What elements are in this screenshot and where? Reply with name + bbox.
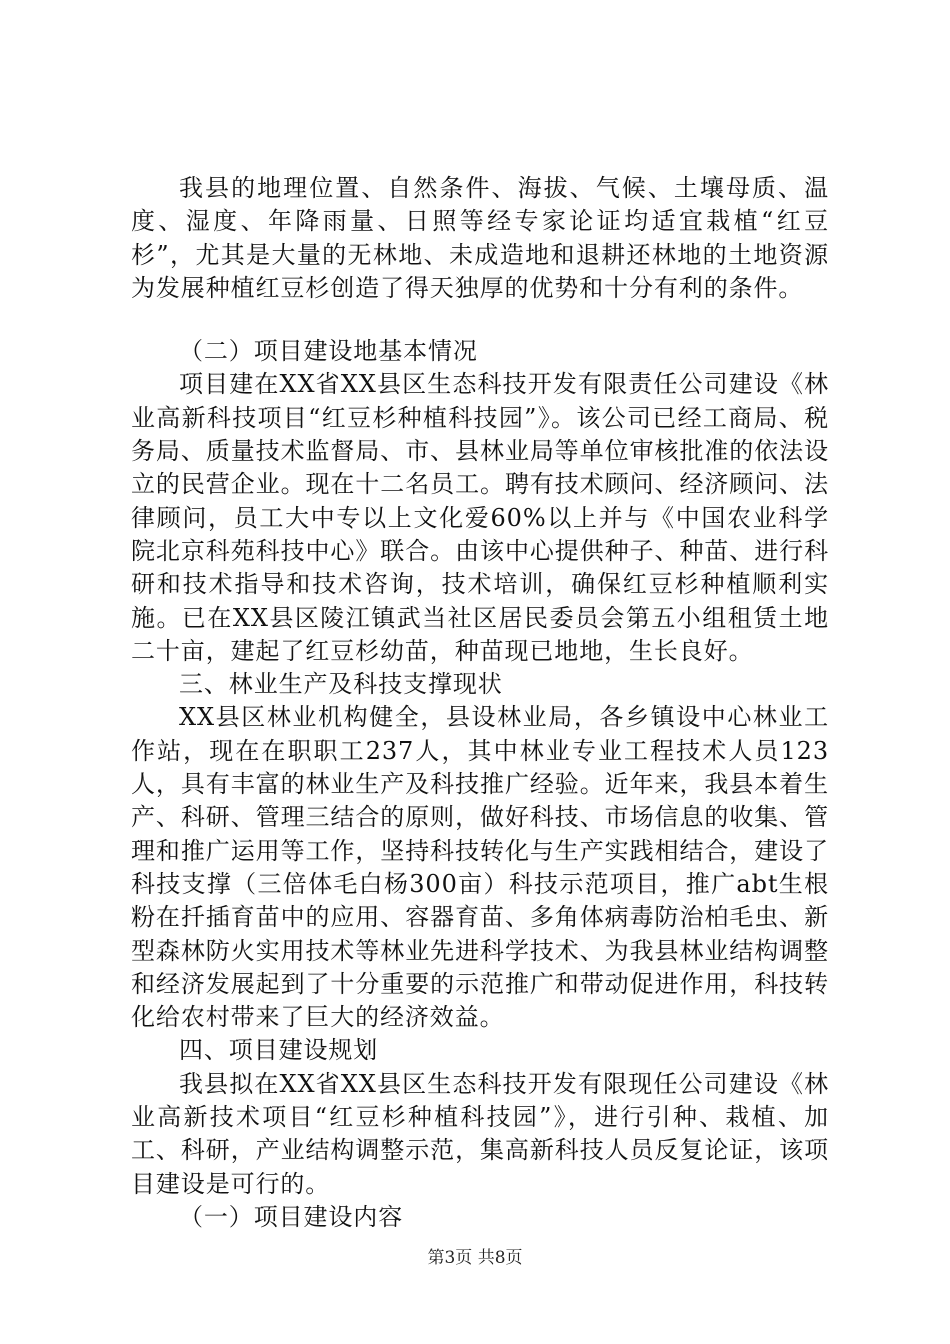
- paragraph-project-plan: 我县拟在XX省XX县区生态科技开发有限现任公司建设《林业高新技术项目“红豆杉种植科技园”》，进行引种、栽植、加工、科研，产业结构调整示范，集高新科技人员反复论证，该项目建设是可行的。: [131, 1069, 829, 1198]
- heading-project-content: （一）项目建设内容: [179, 1202, 404, 1231]
- heading-project-plan: 四、项目建设规划: [179, 1036, 379, 1065]
- paragraph-conditions: 我县的地理位置、自然条件、海拔、气候、土壤母质、温度、湿度、年降雨量、日照等经专家论证均适宜栽植“红豆杉”，尤其是大量的无林地、未成造地和退耕还林地的土地资源为发展种植红豆杉创造了得天独厚的优势和十分有利的条件。: [131, 174, 829, 302]
- document-body: [131, 172, 829, 1234]
- heading-forestry-status: 三、林业生产及科技支撑现状: [179, 670, 503, 699]
- heading-site-situation: （二）项目建设地基本情况: [179, 337, 478, 366]
- paragraph-gap: [131, 305, 829, 335]
- page-number-footer: 第3页 共8页: [427, 1248, 523, 1268]
- paragraph-forestry-status: XX县区林业机构健全，县设林业局，各乡镇设中心林业工作站，现在在职职工237人，其中林业专业工程技术人员123人，具有丰富的林业生产及科技推广经验。近年来，我县本着生产、科研、管理三结合的原则，做好科技、市场信息的收集、管理和推广运用等工作，坚持科技转化与生产实践相结合，建设了科技支撑（三倍体毛白杨300亩）科技示范项目，推广abt生根粉在扦插育苗中的应用、容器育苗、多角体病毒防治柏毛虫、新型森林防火实用技术等林业先进科学技术、为我县林业结构调整和经济发展起到了十分重要的示范推广和带动促进作用，科技转化给农村带来了巨大的经济效益。: [131, 703, 829, 1032]
- paragraph-site-situation: 项目建在XX省XX县区生态科技开发有限责任公司建设《林业高新科技项目“红豆杉种植科技园”》。该公司已经工商局、税务局、质量技术监督局、市、县林业局等单位审核批准的依法设立的民营企业。现在十二名员工。聘有技术顾问、经济顾问、法律顾问，员工大中专以上文化爱60%以上并与《中国农业科学院北京科苑科技中心》联合。由该中心提供种子、种苗、进行科研和技术指导和技术咨询，技术培训，确保红豆杉种植顺利实施。已在XX县区陵江镇武当社区居民委员会第五小组租赁土地二十亩，建起了红豆杉幼苗，种苗现已地地，生长良好。: [131, 370, 829, 665]
